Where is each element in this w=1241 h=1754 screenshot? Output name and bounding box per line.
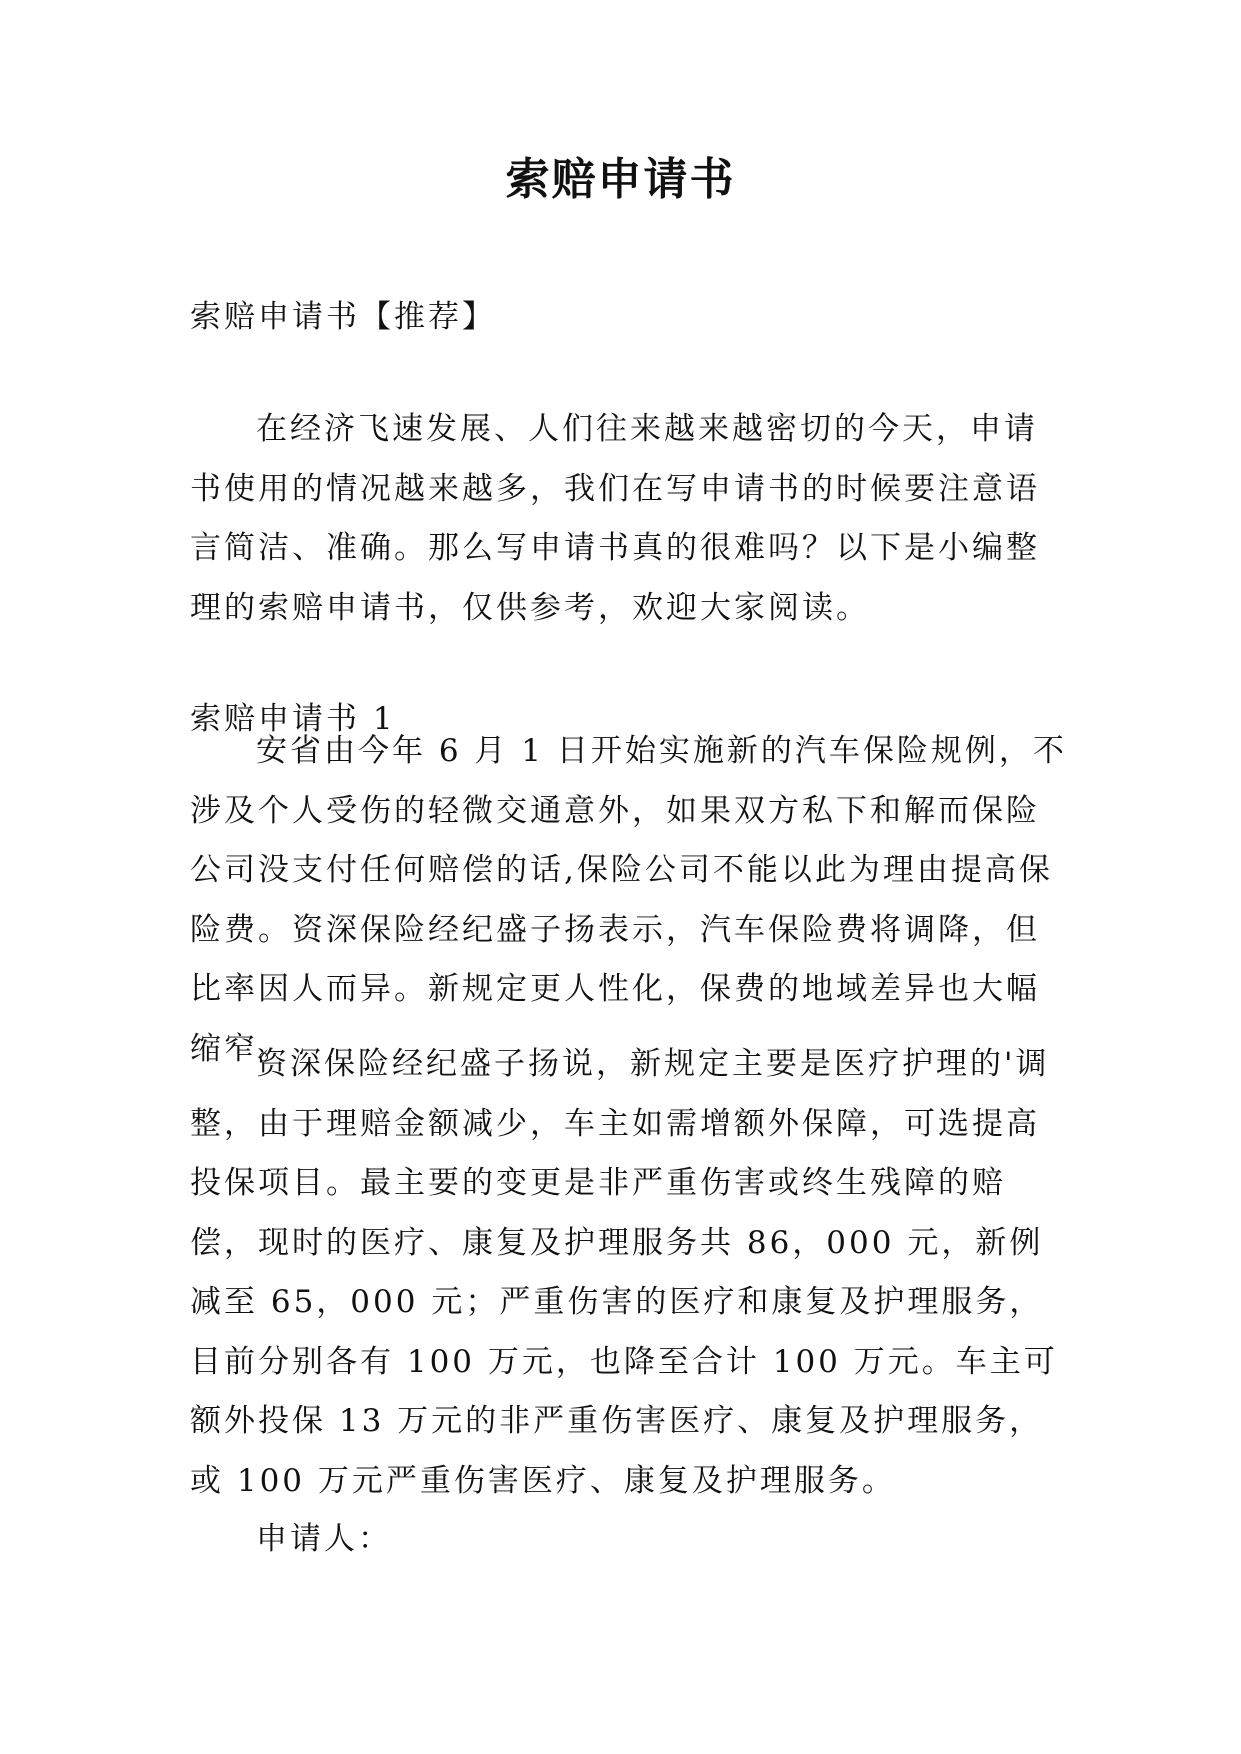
document-title: 索赔申请书 — [505, 154, 736, 205]
document-subtitle: 索赔申请书【推荐】 — [190, 299, 496, 335]
body-paragraph-2: 资深保险经纪盛子扬说，新规定主要是医疗护理的'调整，由于理赔金额减少，车主如需增额外保障，可选提高投保项目。最主要的变更是非严重伤害或终生残障的赔偿，现时的医疗、康复及护理服务共 86，000 元，新例减至 65，000 元；严重伤害的医疗和康复及护理服务，目前分别各有 100 万元，也降至合计 100 万元。车主可额外投保 13 万元的非严重伤害医疗、康复及护理服务，或 100 万元严重伤害医疗、康复及护理服务。 — [190, 1046, 1058, 1499]
intro-paragraph: 在经济飞速发展、人们往来越来越密切的今天，申请书使用的情况越来越多，我们在写申请书的时候要注意语言简洁、准确。那么写申请书真的很难吗？以下是小编整理的索赔申请书，仅供参考，欢迎大家阅读。 — [190, 411, 1040, 626]
body-paragraph-1: 安省由今年 6 月 1 日开始实施新的汽车保险规例，不涉及个人受伤的轻微交通意外，如果双方私下和解而保险公司没支付任何赔偿的话,保险公司不能以此为理由提高保险费。资深保险经纪盛子扬表示，汽车保险费将调降，但比率因人而异。新规定更人性化，保费的地域差异也大幅缩窄。 — [190, 733, 1067, 1067]
applicant-label: 申请人： — [256, 1521, 392, 1557]
section-heading: 索赔申请书 1 — [190, 701, 396, 737]
